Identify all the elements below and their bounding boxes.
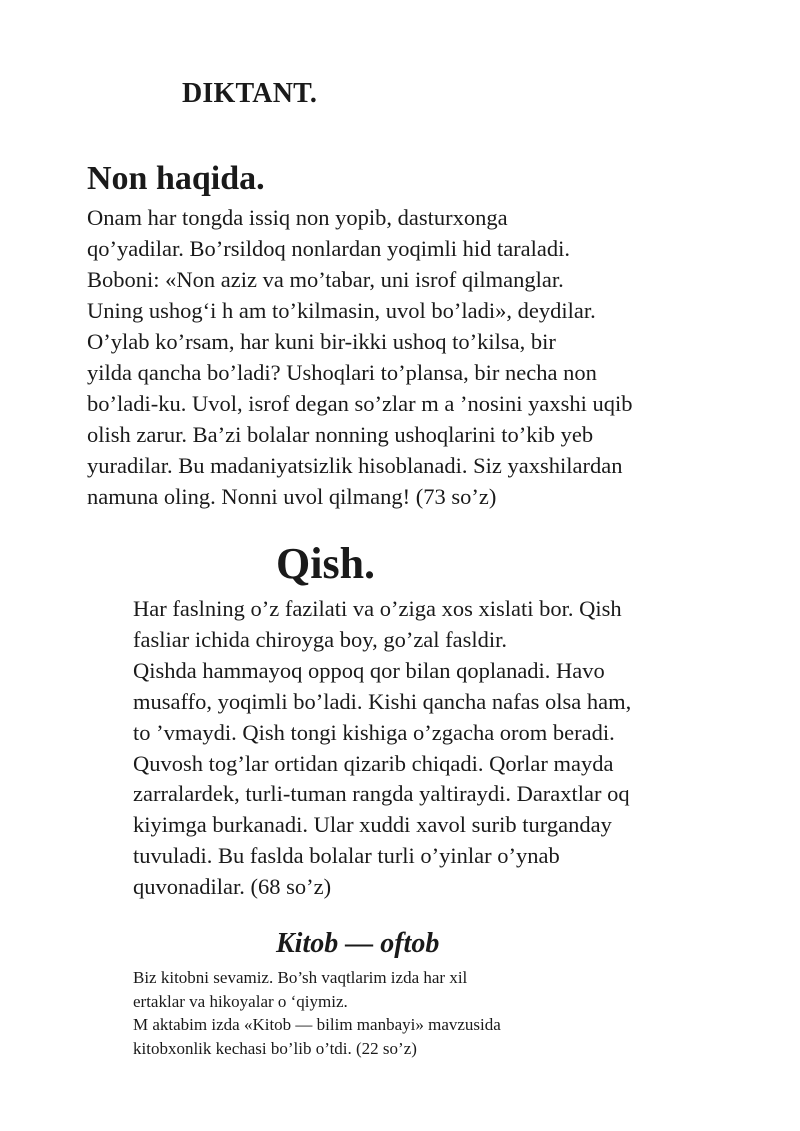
text-line: quvonadilar. (68 so’z) [133,874,332,900]
text-line: kiyimga burkanadi. Ular xuddi xavol surib turganday [133,812,612,838]
section-heading-qish: Qish. [276,539,376,588]
text-line: namuna oling. Nonni uvol qilmang! (73 so’z) [87,484,497,509]
text-line: yuradilar. Bu madaniyatsizlik hisoblanadi. Siz yaxshilardan [87,453,623,478]
text-line: O’ylab ko’rsam, har kuni bir-ikki ushoq to’kilsa, bir [87,329,556,354]
text-line: Uning ushog‘i h am to’kilmasin, uvol bo’ladi», deydilar. [87,298,596,323]
section-heading-kitob-oftob: Kitob — oftob [276,928,440,959]
text-line: Qishda hammayoq oppoq qor bilan qoplanadi. Havo [133,657,605,683]
section-body-qish [133,594,631,903]
text-line: Har faslning o’z fazilati va o’ziga xos xislati bor. Qish [133,596,622,621]
text-line: qo’yadilar. Bo’rsildoq nonlardan yoqimli hid taraladi. [87,236,571,261]
text-line: zarralardek, turli-tuman rangda yaltiraydi. Daraxtlar oq [133,781,630,807]
text-line: Boboni: «Non aziz va mo’tabar, uni isrof qilmanglar. [87,267,564,292]
page-title: DIKTANT. [182,78,318,109]
text-line: Biz kitobni sevamiz. Bo’sh vaqtlarim izda har xil [133,968,468,987]
text-line: fasliar ichida chiroyga boy, go’zal fasldir. [133,626,508,652]
text-line: Onam har tongda issiq non yopib, dasturxonga [87,205,508,230]
text-line: musaffo, yoqimli bo’ladi. Kishi qancha nafas olsa ham, [133,688,632,714]
text-line: kitobxonlik kechasi bo’lib o’tdi. (22 so’z) [133,1038,417,1058]
text-line: M aktabim izda «Kitob — bilim manbayi» mavzusida [133,1015,501,1034]
text-line: tuvuladi. Bu faslda bolalar turli o’yinlar o’ynab [133,843,560,869]
section-heading-non-haqida: Non haqida. [87,160,265,197]
text-line: ertaklar va hikoyalar o ‘qiymiz. [133,991,348,1011]
section-body-kitob-oftob [133,966,501,1060]
text-line: olish zarur. Ba’zi bolalar nonning ushoqlarini to’kib yeb [87,422,594,447]
text-line: bo’ladi-ku. Uvol, isrof degan so’zlar m a ’nosini yaxshi uqib [87,391,633,416]
section-body-non-haqida [87,202,633,512]
text-line: to ’vmaydi. Qish tongi kishiga o’zgacha orom beradi. [133,719,615,745]
text-line: yilda qancha bo’ladi? Ushoqlari to’plansa, bir necha non [87,360,597,385]
text-line: Quvosh tog’lar ortidan qizarib chiqadi. Qorlar mayda [133,750,614,776]
